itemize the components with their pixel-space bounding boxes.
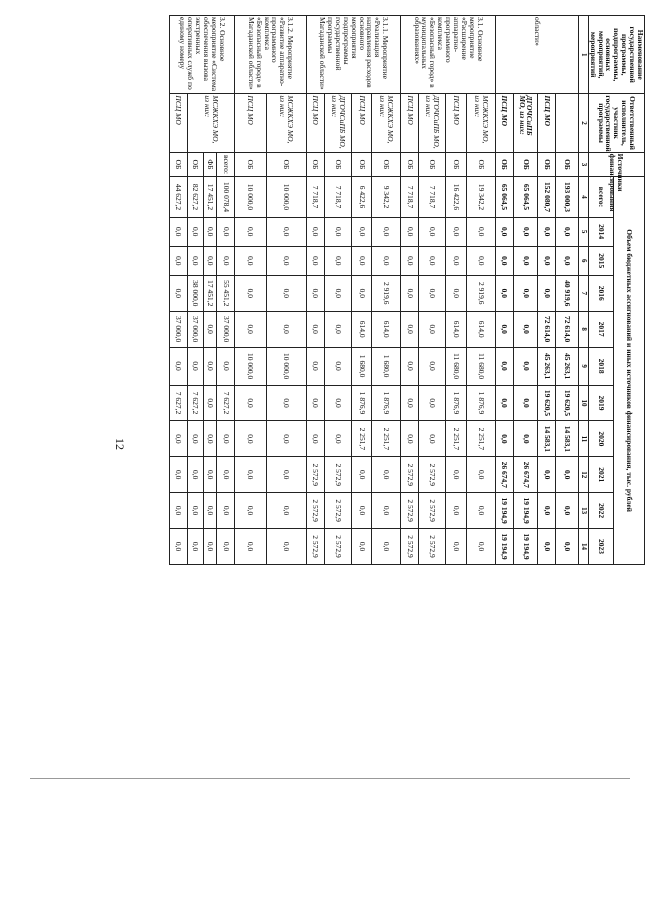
table-row (556, 16, 578, 565)
year-value-cell: 0,0 (466, 529, 495, 565)
year-value-cell: 1 680,0 (372, 347, 401, 385)
year-value-cell: 0,0 (466, 493, 495, 529)
year-value-cell: 0,0 (372, 246, 401, 275)
column-number: 4 (578, 177, 588, 217)
table-row (466, 16, 495, 565)
year-value-cell: 2 572,9 (325, 529, 352, 565)
year-value-cell: 0,0 (513, 347, 538, 385)
header-year: 2021 (588, 457, 613, 493)
year-value-cell: 0,0 (266, 457, 306, 493)
header-year: 2023 (588, 529, 613, 565)
year-value-cell: 72 614,0 (538, 311, 556, 347)
year-value-cell: 0,0 (401, 275, 419, 311)
executor-cell: ДГОЧСиПБ МО, из них: (513, 94, 538, 152)
header-year: 2019 (588, 385, 613, 421)
executor-cell (556, 94, 578, 152)
year-value-cell: 26 674,7 (495, 457, 513, 493)
source-cell: ОБ (351, 152, 371, 177)
year-value-cell: 0,0 (495, 246, 513, 275)
source-cell: ОБ (466, 152, 495, 177)
year-value-cell: 2 572,9 (307, 529, 325, 565)
source-cell: ОБ (372, 152, 401, 177)
year-value-cell: 0,0 (351, 493, 371, 529)
year-value-cell: 0,0 (266, 421, 306, 457)
total-value-cell: 7 718,7 (401, 177, 419, 217)
year-value-cell: 19 620,5 (556, 385, 578, 421)
total-value-cell: 7 718,7 (307, 177, 325, 217)
year-value-cell: 0,0 (495, 311, 513, 347)
year-value-cell: 0,0 (401, 311, 419, 347)
year-value-cell: 0,0 (372, 457, 401, 493)
year-value-cell: 0,0 (307, 421, 325, 457)
year-value-cell: 0,0 (495, 347, 513, 385)
header-year: 2020 (588, 421, 613, 457)
year-value-cell: 17 451,2 (203, 275, 216, 311)
year-value-cell: 0,0 (419, 385, 446, 421)
column-number: 13 (578, 493, 588, 529)
year-value-cell: 19 620,5 (538, 385, 556, 421)
measure-name-cell: области» (495, 16, 578, 94)
executor-cell: ПСЦ МО (169, 94, 187, 152)
year-value-cell: 0,0 (325, 421, 352, 457)
year-value-cell: 19 194,9 (513, 493, 538, 529)
executor-cell: ПСЦ МО (235, 94, 266, 152)
source-cell: ОБ (235, 152, 266, 177)
measure-name-cell: 3.2. Основное мероприятие «Система обеспечения вызова экстренных оперативных служб по единому номеру (169, 16, 234, 94)
year-value-cell: 0,0 (446, 275, 466, 311)
total-value-cell: 100 078,4 (217, 177, 235, 217)
total-value-cell: 10 000,0 (235, 177, 266, 217)
year-value-cell: 0,0 (419, 246, 446, 275)
year-value-cell: 0,0 (351, 275, 371, 311)
year-value-cell: 0,0 (325, 347, 352, 385)
year-value-cell: 2 572,9 (401, 529, 419, 565)
year-value-cell: 0,0 (169, 493, 187, 529)
year-value-cell: 19 194,9 (495, 493, 513, 529)
year-value-cell: 0,0 (307, 385, 325, 421)
year-value-cell: 0,0 (372, 493, 401, 529)
year-value-cell: 0,0 (188, 529, 204, 565)
source-cell: ОБ (419, 152, 446, 177)
year-value-cell: 0,0 (401, 246, 419, 275)
source-cell: всего: (217, 152, 235, 177)
column-number: 2 (578, 94, 588, 152)
year-value-cell: 0,0 (495, 421, 513, 457)
executor-cell: ПСЦ МО (495, 94, 513, 152)
executor-cell: МСЖКХЭ МО, из них: (266, 94, 306, 152)
year-value-cell: 0,0 (217, 493, 235, 529)
year-value-cell: 0,0 (203, 347, 216, 385)
year-value-cell: 0,0 (351, 457, 371, 493)
year-value-cell: 0,0 (446, 493, 466, 529)
year-value-cell: 0,0 (169, 457, 187, 493)
header-executor: Ответственный исполнитель, участник государственной программы (588, 94, 644, 152)
header-funding: Объем бюджетных ассигнований и иных источников финансирования, тыс. рублей (613, 177, 644, 565)
header-year: 2022 (588, 493, 613, 529)
year-value-cell: 37 000,0 (169, 311, 187, 347)
year-value-cell: 0,0 (217, 246, 235, 275)
year-value-cell: 72 614,0 (556, 311, 578, 347)
year-value-cell: 0,0 (538, 493, 556, 529)
year-value-cell: 614,0 (446, 311, 466, 347)
year-value-cell: 0,0 (419, 421, 446, 457)
year-value-cell: 0,0 (446, 246, 466, 275)
year-value-cell: 0,0 (217, 421, 235, 457)
year-value-cell: 614,0 (466, 311, 495, 347)
year-value-cell: 2 572,9 (325, 457, 352, 493)
executor-cell: МСЖКХЭ МО, из них: (188, 94, 235, 152)
header-year: 2014 (588, 217, 613, 246)
total-value-cell: 19 342,2 (466, 177, 495, 217)
year-value-cell: 0,0 (325, 217, 352, 246)
total-value-cell: 6 422,6 (351, 177, 371, 217)
header-year: 2015 (588, 246, 613, 275)
year-value-cell: 0,0 (351, 529, 371, 565)
column-number: 7 (578, 275, 588, 311)
year-value-cell: 0,0 (188, 217, 204, 246)
source-cell: ОБ (446, 152, 466, 177)
table-row (495, 16, 513, 565)
year-value-cell: 0,0 (203, 246, 216, 275)
year-value-cell: 19 194,9 (513, 529, 538, 565)
year-value-cell: 0,0 (466, 217, 495, 246)
table-row (372, 16, 401, 565)
executor-cell: ДГОЧСиПБ МО, из них: (419, 94, 446, 152)
column-number: 10 (578, 385, 588, 421)
column-number: 6 (578, 246, 588, 275)
year-value-cell: 0,0 (351, 246, 371, 275)
year-value-cell: 0,0 (307, 246, 325, 275)
executor-cell: ДГОЧСиПБ МО, из них: (325, 94, 352, 152)
year-value-cell: 45 263,1 (538, 347, 556, 385)
table-row (513, 16, 538, 565)
source-cell: ОБ (495, 152, 513, 177)
year-value-cell: 0,0 (401, 385, 419, 421)
year-value-cell: 0,0 (203, 493, 216, 529)
year-value-cell: 0,0 (372, 529, 401, 565)
column-number: 14 (578, 529, 588, 565)
year-value-cell: 0,0 (419, 311, 446, 347)
year-value-cell: 0,0 (266, 529, 306, 565)
year-value-cell: 0,0 (513, 246, 538, 275)
table-row (325, 16, 352, 565)
year-value-cell: 14 583,1 (556, 421, 578, 457)
table-row (351, 16, 371, 565)
year-value-cell: 1 876,9 (446, 385, 466, 421)
year-value-cell: 0,0 (188, 457, 204, 493)
total-value-cell: 10 000,0 (266, 177, 306, 217)
year-value-cell: 10 000,0 (266, 347, 306, 385)
column-number: 11 (578, 421, 588, 457)
year-value-cell: 0,0 (419, 275, 446, 311)
year-value-cell: 2 251,7 (466, 421, 495, 457)
total-value-cell: 17 451,2 (203, 177, 216, 217)
source-cell: ОБ (325, 152, 352, 177)
year-value-cell: 0,0 (513, 217, 538, 246)
source-cell: ОБ (513, 152, 538, 177)
rotated-table-container (175, 15, 645, 565)
year-value-cell: 0,0 (235, 246, 266, 275)
funding-table (169, 15, 645, 565)
year-value-cell: 0,0 (169, 246, 187, 275)
executor-cell: ПСЦ МО (446, 94, 466, 152)
column-number: 3 (578, 152, 588, 177)
year-value-cell: 0,0 (466, 246, 495, 275)
year-value-cell: 0,0 (538, 529, 556, 565)
table-body (169, 16, 578, 565)
year-value-cell: 38 000,0 (188, 275, 204, 311)
year-value-cell: 1 876,9 (351, 385, 371, 421)
year-value-cell: 614,0 (372, 311, 401, 347)
year-value-cell: 0,0 (513, 421, 538, 457)
year-value-cell: 0,0 (307, 217, 325, 246)
total-value-cell: 65 064,5 (495, 177, 513, 217)
source-cell: ОБ (266, 152, 306, 177)
year-value-cell: 0,0 (538, 217, 556, 246)
year-value-cell: 2 919,6 (372, 275, 401, 311)
year-value-cell: 0,0 (466, 457, 495, 493)
year-value-cell: 0,0 (325, 385, 352, 421)
year-value-cell: 0,0 (556, 493, 578, 529)
year-value-cell: 0,0 (217, 457, 235, 493)
year-value-cell: 0,0 (235, 457, 266, 493)
source-cell: ОБ (538, 152, 556, 177)
header-year: 2017 (588, 311, 613, 347)
year-value-cell: 45 263,1 (556, 347, 578, 385)
year-value-cell: 0,0 (203, 217, 216, 246)
year-value-cell: 0,0 (188, 421, 204, 457)
total-value-cell: 9 342,2 (372, 177, 401, 217)
year-value-cell: 0,0 (266, 275, 306, 311)
year-value-cell: 0,0 (419, 217, 446, 246)
year-value-cell: 0,0 (446, 457, 466, 493)
table-row (217, 16, 235, 565)
year-value-cell: 0,0 (266, 246, 306, 275)
header-year: 2016 (588, 275, 613, 311)
year-value-cell: 0,0 (538, 246, 556, 275)
year-value-cell: 0,0 (556, 217, 578, 246)
year-value-cell: 0,0 (169, 217, 187, 246)
total-value-cell: 193 000,3 (556, 177, 578, 217)
table-row (401, 16, 419, 565)
year-value-cell: 0,0 (307, 275, 325, 311)
source-cell: ОБ (307, 152, 325, 177)
year-value-cell: 0,0 (401, 347, 419, 385)
year-value-cell: 0,0 (235, 493, 266, 529)
year-value-cell: 55 451,2 (217, 275, 235, 311)
year-value-cell: 0,0 (188, 347, 204, 385)
year-value-cell: 0,0 (495, 275, 513, 311)
header-name: Наименование государственной программы, подпрограммы, основных мероприятий, мероприятий (588, 16, 644, 94)
header-total: всего: (588, 177, 613, 217)
year-value-cell: 2 251,7 (372, 421, 401, 457)
year-value-cell: 11 680,0 (466, 347, 495, 385)
year-value-cell: 2 919,6 (466, 275, 495, 311)
year-value-cell: 1 680,0 (351, 347, 371, 385)
year-value-cell: 0,0 (169, 275, 187, 311)
executor-cell: ПСЦ МО (307, 94, 325, 152)
year-value-cell: 0,0 (203, 311, 216, 347)
executor-cell: ПСЦ МО (351, 94, 371, 152)
year-value-cell: 0,0 (495, 217, 513, 246)
source-cell: ОБ (169, 152, 187, 177)
year-value-cell: 0,0 (307, 311, 325, 347)
header-year: 2018 (588, 347, 613, 385)
year-value-cell: 14 583,1 (538, 421, 556, 457)
year-value-cell: 0,0 (203, 457, 216, 493)
year-value-cell: 2 572,9 (401, 493, 419, 529)
table-row (446, 16, 466, 565)
year-value-cell: 0,0 (188, 493, 204, 529)
year-value-cell: 0,0 (556, 457, 578, 493)
year-value-cell: 0,0 (169, 347, 187, 385)
year-value-cell: 0,0 (188, 246, 204, 275)
source-cell: ОБ (188, 152, 204, 177)
year-value-cell: 1 876,9 (372, 385, 401, 421)
year-value-cell: 2 572,9 (307, 493, 325, 529)
year-value-cell: 0,0 (235, 421, 266, 457)
year-value-cell: 2 572,9 (419, 493, 446, 529)
year-value-cell: 2 572,9 (419, 457, 446, 493)
year-value-cell: 0,0 (325, 246, 352, 275)
column-number: 1 (578, 16, 588, 94)
column-number: 8 (578, 311, 588, 347)
measure-name-cell: 3.1.1. Мероприятие «Реализация направления расходов основного мероприятия подпрограммы государственной программы Магаданской области» (307, 16, 401, 94)
year-value-cell: 10 000,0 (235, 347, 266, 385)
table-row (169, 16, 187, 565)
year-value-cell: 0,0 (235, 529, 266, 565)
year-value-cell: 0,0 (266, 311, 306, 347)
executor-cell: МСЖКХЭ МО, из них: (466, 94, 495, 152)
year-value-cell: 0,0 (266, 493, 306, 529)
year-value-cell: 0,0 (235, 311, 266, 347)
column-number: 9 (578, 347, 588, 385)
year-value-cell: 7 627,2 (188, 385, 204, 421)
column-number: 12 (578, 457, 588, 493)
year-value-cell: 2 572,9 (325, 493, 352, 529)
year-value-cell: 0,0 (513, 385, 538, 421)
year-value-cell: 0,0 (513, 275, 538, 311)
total-value-cell: 7 718,7 (419, 177, 446, 217)
year-value-cell: 0,0 (307, 347, 325, 385)
year-value-cell: 0,0 (266, 385, 306, 421)
year-value-cell: 0,0 (203, 529, 216, 565)
measure-name-cell: 3.1.2. Мероприятие «Развитие аппаратно-программного комплекса «Безопасный город» в Магаданской области» (235, 16, 307, 94)
column-number-row (578, 16, 588, 565)
source-cell: ОБ (556, 152, 578, 177)
total-value-cell: 152 080,7 (538, 177, 556, 217)
table-row (266, 16, 306, 565)
total-value-cell: 44 627,2 (169, 177, 187, 217)
year-value-cell: 40 919,6 (556, 275, 578, 311)
year-value-cell: 0,0 (538, 275, 556, 311)
year-value-cell: 0,0 (446, 217, 466, 246)
year-value-cell: 0,0 (495, 385, 513, 421)
executor-cell: МСЖКХЭ МО, из них: (372, 94, 401, 152)
year-value-cell: 2 251,7 (351, 421, 371, 457)
column-number: 5 (578, 217, 588, 246)
year-value-cell: 0,0 (513, 311, 538, 347)
year-value-cell: 0,0 (217, 529, 235, 565)
year-value-cell: 614,0 (351, 311, 371, 347)
year-value-cell: 2 572,9 (401, 457, 419, 493)
year-value-cell: 0,0 (217, 217, 235, 246)
year-value-cell: 0,0 (169, 529, 187, 565)
year-value-cell: 0,0 (446, 529, 466, 565)
table-row (419, 16, 446, 565)
year-value-cell: 1 876,9 (466, 385, 495, 421)
total-value-cell: 7 718,7 (325, 177, 352, 217)
year-value-cell: 7 627,2 (217, 385, 235, 421)
year-value-cell: 2 251,7 (446, 421, 466, 457)
measure-name-cell: 3.1. Основное мероприятие «Расширение аппаратно-программного комплекса «Безопасный город» в муниципальных образованиях» (401, 16, 495, 94)
year-value-cell: 0,0 (372, 217, 401, 246)
year-value-cell: 2 572,9 (307, 457, 325, 493)
year-value-cell: 0,0 (556, 529, 578, 565)
year-value-cell: 0,0 (169, 421, 187, 457)
year-value-cell: 0,0 (217, 347, 235, 385)
total-value-cell: 82 627,2 (188, 177, 204, 217)
year-value-cell: 0,0 (401, 421, 419, 457)
year-value-cell: 0,0 (266, 217, 306, 246)
table-row (307, 16, 325, 565)
year-value-cell: 0,0 (325, 275, 352, 311)
year-value-cell: 37 000,0 (188, 311, 204, 347)
year-value-cell: 0,0 (351, 217, 371, 246)
year-value-cell: 0,0 (419, 347, 446, 385)
year-value-cell: 0,0 (235, 275, 266, 311)
executor-cell: ПСЦ МО (401, 94, 419, 152)
source-cell: ФБ (203, 152, 216, 177)
table-row (538, 16, 556, 565)
year-value-cell: 0,0 (556, 246, 578, 275)
separator-line (30, 778, 630, 779)
page-number: 12 (113, 438, 127, 450)
executor-cell: ПСЦ МО (538, 94, 556, 152)
year-value-cell: 37 000,0 (217, 311, 235, 347)
total-value-cell: 65 064,5 (513, 177, 538, 217)
year-value-cell: 0,0 (203, 421, 216, 457)
year-value-cell: 0,0 (235, 217, 266, 246)
year-value-cell: 0,0 (203, 385, 216, 421)
year-value-cell: 7 627,2 (169, 385, 187, 421)
year-value-cell: 0,0 (325, 311, 352, 347)
year-value-cell: 2 572,9 (419, 529, 446, 565)
year-value-cell: 0,0 (235, 385, 266, 421)
header-source: Источники финансирования (588, 152, 644, 177)
year-value-cell: 0,0 (538, 457, 556, 493)
year-value-cell: 26 674,7 (513, 457, 538, 493)
table-row (235, 16, 266, 565)
total-value-cell: 16 422,6 (446, 177, 466, 217)
year-value-cell: 11 680,0 (446, 347, 466, 385)
year-value-cell: 0,0 (401, 217, 419, 246)
year-value-cell: 19 194,9 (495, 529, 513, 565)
source-cell: ОБ (401, 152, 419, 177)
